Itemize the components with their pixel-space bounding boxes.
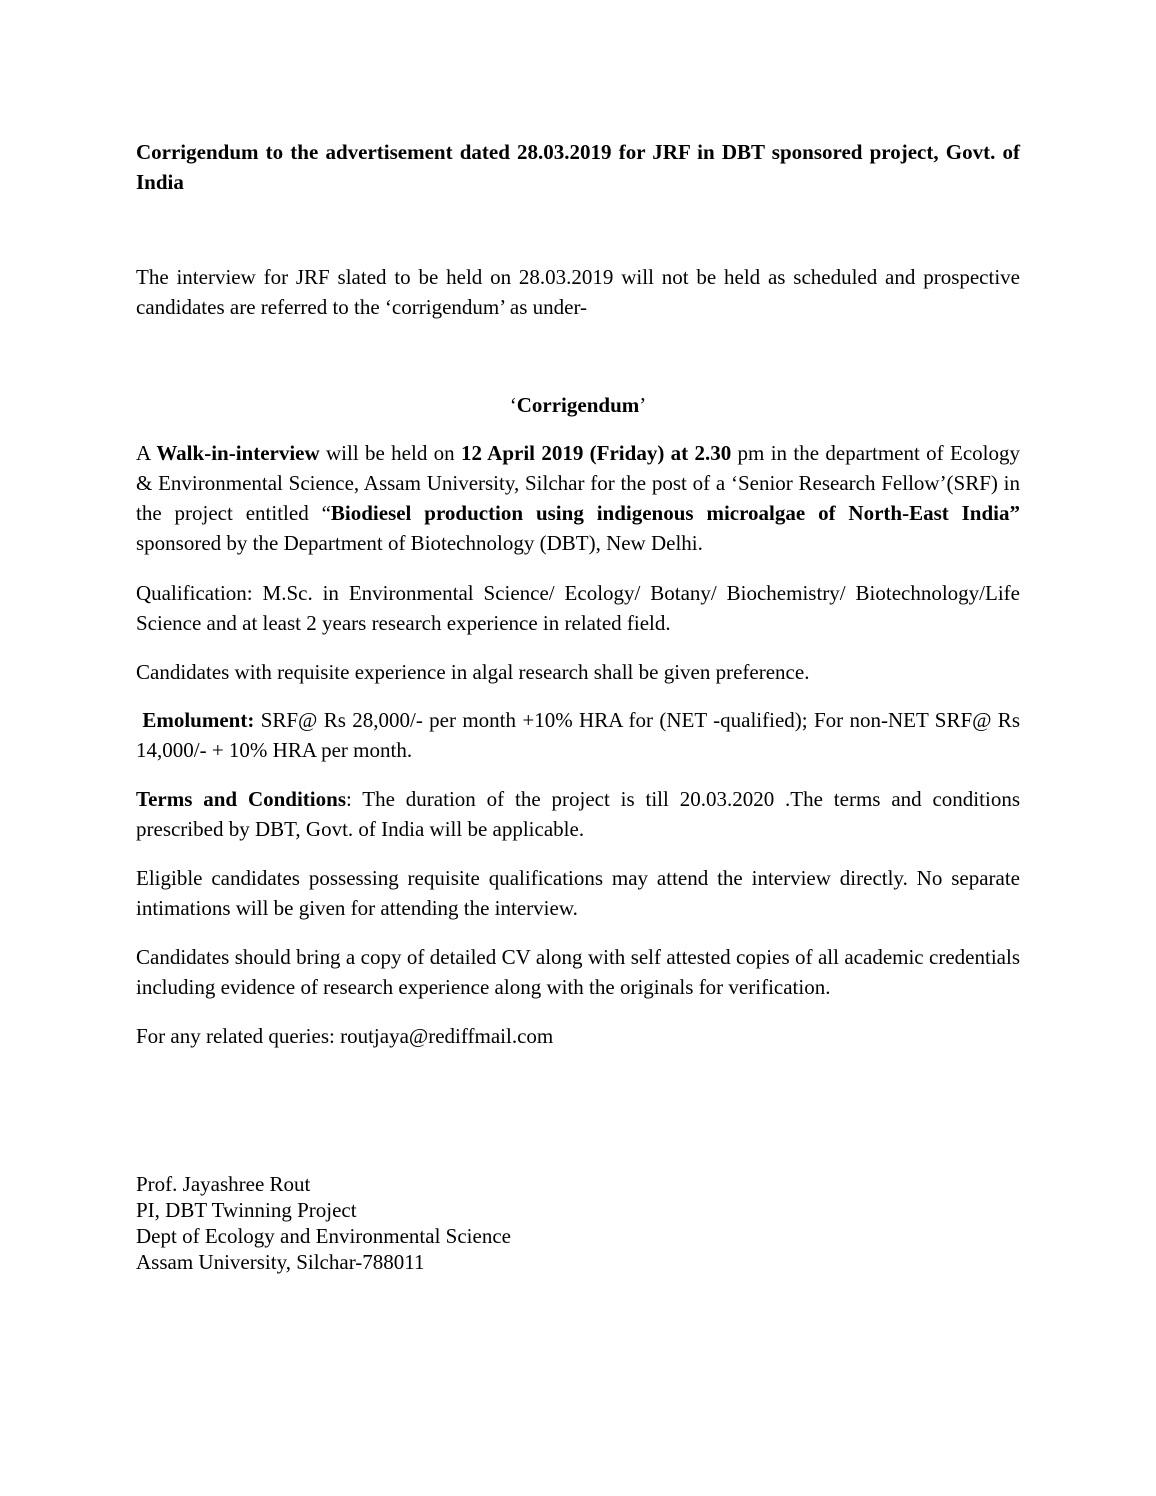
walkin-paragraph [136, 438, 1020, 558]
walkin-bold-2: 12 April 2019 (Friday) at 2.30 [460, 441, 732, 465]
document-title: Corrigendum to the advertisement dated 28.03.2019 for JRF in DBT sponsored project, Govt. of India [136, 140, 1020, 194]
eligible-paragraph: Eligible candidates possessing requisite qualifications may attend the interview directly. No separate intimations will be given for attending the interview. [136, 866, 1020, 920]
signature-block [136, 1171, 1020, 1275]
walkin-text-2: will be held on [319, 441, 461, 465]
section-heading [136, 390, 1020, 420]
signature-name: Prof. Jayashree Rout [136, 1172, 311, 1196]
heading-close-quote: ’ [639, 393, 647, 417]
intro-paragraph: The interview for JRF slated to be held on 28.03.2019 will not be held as scheduled and prospective candidates are referred to the ‘corrigendum’ as under- [136, 265, 1020, 319]
qualification-paragraph: Qualification: M.Sc. in Environmental Science/ Ecology/ Botany/ Biochemistry/ Biotechnology/Life Science and at least 2 years research experience in related field. [136, 581, 1020, 635]
emolument-label: Emolument: [142, 708, 255, 732]
terms-text: : The duration of the project is till 20.03.2020 .The terms and conditions prescribed by DBT, Govt. of India will be applicable. [136, 787, 1020, 841]
signature-department: Dept of Ecology and Environmental Science [136, 1224, 511, 1248]
preference-paragraph: Candidates with requisite experience in algal research shall be given preference. [136, 660, 810, 684]
signature-address: Assam University, Silchar-788011 [136, 1250, 425, 1274]
emolument-text: SRF@ Rs 28,000/- per month +10% HRA for (NET -qualified); For non-NET SRF@ Rs 14,000/- + 10% HRA per month. [136, 708, 1020, 762]
signature-position: PI, DBT Twinning Project [136, 1198, 357, 1222]
walkin-text-4: sponsored by the Department of Biotechnology (DBT), New Delhi. [136, 531, 703, 555]
heading-text: Corrigendum [516, 393, 640, 417]
walkin-text-3: pm in the department of Ecology & Environmental Science, Assam University, Silchar for the post of a ‘Senior Research Fellow’(SRF) in the project entitled “ [136, 441, 1020, 525]
terms-paragraph [136, 784, 1020, 844]
walkin-text-1: A [136, 441, 157, 465]
terms-label: Terms and Conditions [136, 787, 346, 811]
queries-paragraph: For any related queries: routjaya@rediffmail.com [136, 1024, 554, 1048]
walkin-bold-3: Biodiesel production using indigenous microalgae of North-East India” [330, 501, 1020, 525]
documents-paragraph: Candidates should bring a copy of detailed CV along with self attested copies of all academic credentials including evidence of research experience along with the originals for verification. [136, 945, 1020, 999]
heading-open-quote: ‘ [509, 393, 517, 417]
emolument-paragraph [136, 705, 1020, 765]
walkin-bold-1: Walk-in-interview [156, 441, 320, 465]
